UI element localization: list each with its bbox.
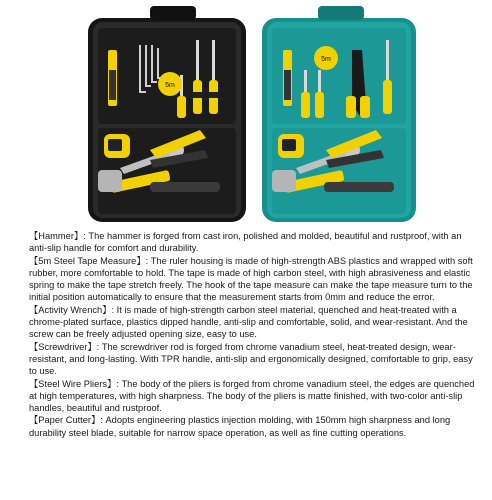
svg-text:5m: 5m: [321, 56, 331, 63]
term-label: 【5m Steel Tape Measure】: [29, 255, 146, 266]
term-text: : It is made of high-strength carbon steel material, quenched and heat-treated with a chrome-plated surface, plastics dipped handle, anti-slip and comfortable, solid, and wear-resistant. And the screw can be freely adjusted opening size, easy to use.: [29, 304, 468, 340]
term-text: : Adopts engineering plastics injection molding, with 150mm high sharpness and long durability steel blade, suitable for narrow space operation, as well as fine cutting operations.: [29, 415, 451, 438]
svg-text:5m: 5m: [165, 82, 175, 89]
description-paper-cutter: [29, 414, 481, 439]
term-label: 【Steel Wire Pliers】: [29, 378, 117, 389]
term-label: 【Screwdriver】: [29, 341, 97, 352]
term-text: : The hammer is forged from cast iron, polished and molded, beautiful and rustproof, with an anti-slip handle for comfort and durability.: [29, 231, 462, 254]
teal-toolkit-case: [262, 6, 416, 222]
product-photo: [0, 0, 492, 225]
product-description: [29, 230, 481, 439]
description-hammer: [29, 230, 481, 255]
term-label: 【Hammer】: [29, 231, 84, 241]
term-label: 【Paper Cutter】: [29, 415, 101, 426]
description-tape-measure: [29, 255, 481, 304]
term-text: : The screwdriver rod is forged from chrome vanadium steel, heat-treated design, wear-resistant, and long-lasting. With TPR handle, anti-slip and ergonomically designed, comfortable to grip, easy to use.: [29, 341, 473, 377]
black-toolkit-case: [88, 6, 246, 222]
description-pliers: [29, 378, 481, 415]
description-wrench: [29, 304, 481, 341]
term-text: : The ruler housing is made of high-strength ABS plastics and wrapped with soft rubber, more comfortable to hold. The tape is made of high carbon steel, with high abrasiveness and elastic spring to make the tape stretch freely. The hook of the tape measure can make the tape measure turn to the initial position automatically to ensure that the measurement starts from 0mm and reduce the error.: [29, 255, 473, 303]
term-text: : The body of the pliers is forged from chrome vanadium steel, the edges are quenched at high temperatures, with high sharpness. The body of the pliers is matte finished, with two-color anti-slip handles, beautiful and rustproof.: [29, 378, 475, 414]
description-screwdriver: [29, 341, 481, 378]
term-label: 【Activity Wrench】: [29, 304, 112, 315]
